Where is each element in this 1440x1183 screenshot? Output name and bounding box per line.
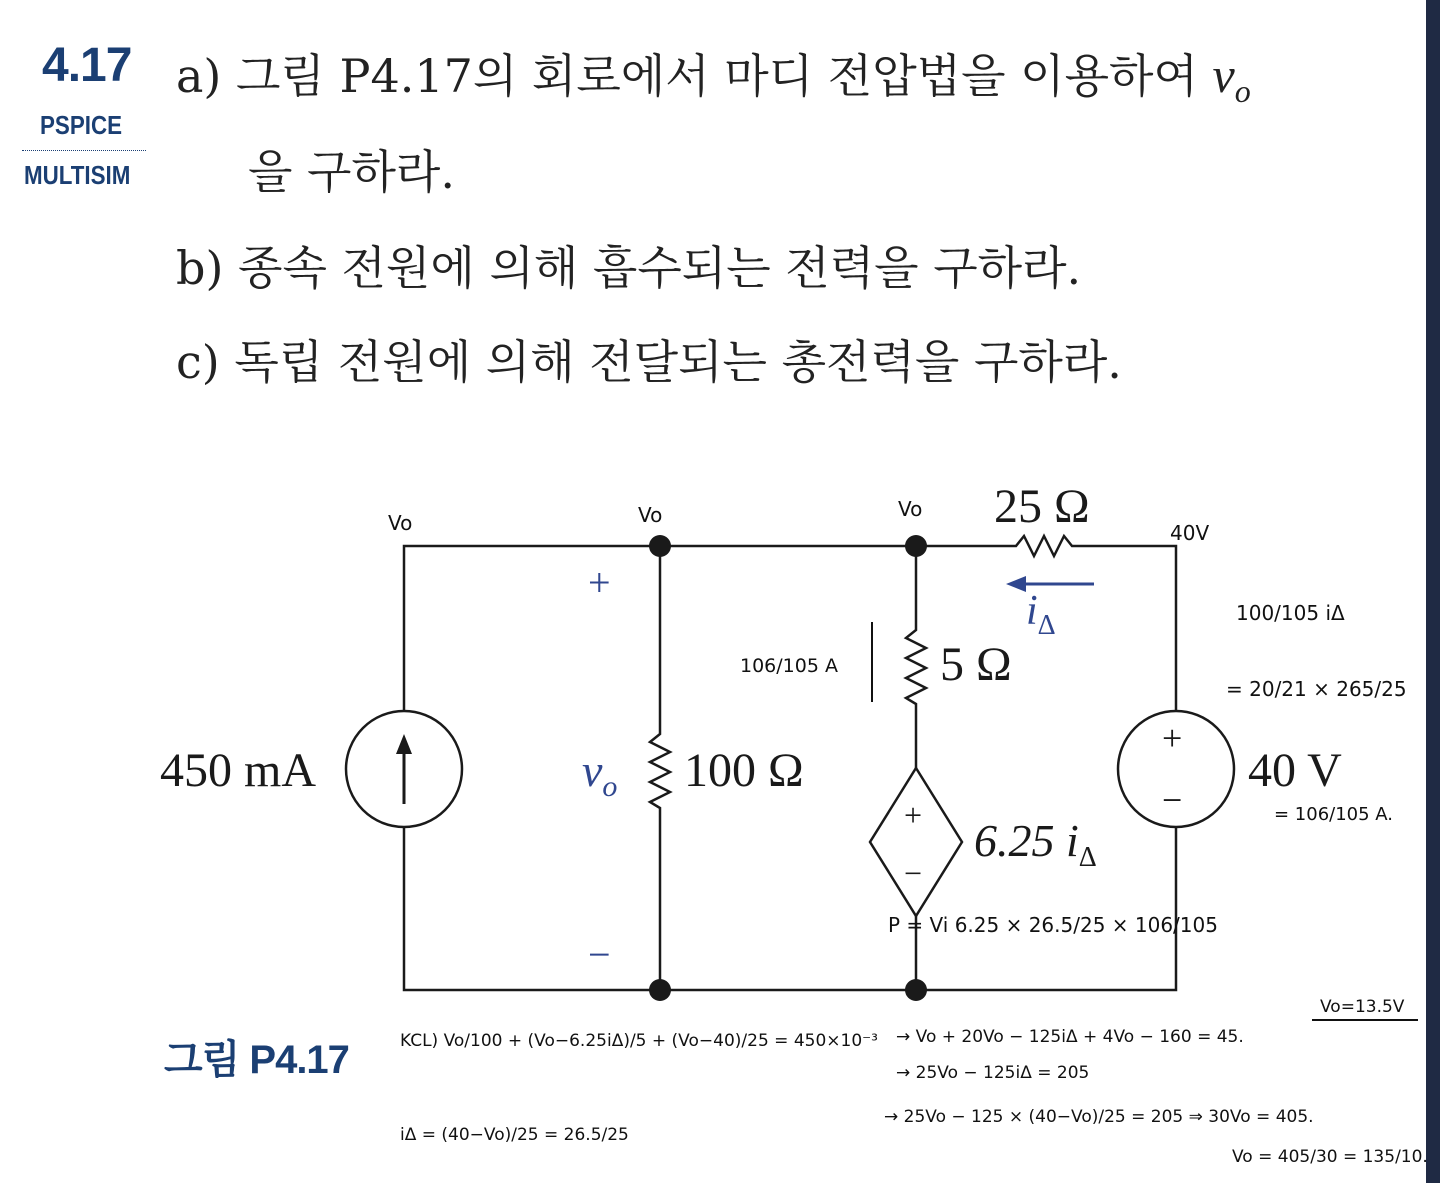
dep-plus: +: [904, 797, 923, 833]
i-delta-sub: Δ: [1037, 610, 1056, 641]
vo-label-sub: o: [602, 770, 618, 803]
hw-idelta: iΔ = (40−Vo)/25 = 26.5/25: [400, 1125, 629, 1145]
current-source-label: 450 mA: [160, 744, 316, 797]
problem-number: 4.17: [42, 39, 132, 92]
hw-node2: Vo: [638, 503, 663, 527]
question-a-cont: 을 구하라.: [248, 145, 455, 199]
hw-ratio2: = 20/21 × 265/25: [1226, 677, 1407, 701]
current-source: [346, 711, 462, 827]
hw-node3: Vo: [898, 497, 923, 521]
dependent-source: [870, 768, 962, 916]
hw-power: P = Vi 6.25 × 26.5/25 × 106/105: [888, 913, 1218, 937]
i-delta-arrow: [1006, 576, 1094, 592]
hw-result2: Vo = 405/30 = 135/10.: [1232, 1147, 1428, 1167]
question-a-text: a) 그림 P4.17의 회로에서 마디 전압법을 이용하여: [176, 49, 1213, 103]
hw-branch-current: 106/105 A: [740, 655, 838, 677]
tag-pspice: PSPICE: [40, 110, 123, 140]
hw-ratio3: = 106/105 A.: [1274, 804, 1394, 825]
hw-step1: → Vo + 20Vo − 125iΔ + 4Vo − 160 = 45.: [896, 1027, 1244, 1047]
hw-result1: Vo=13.5V: [1320, 997, 1405, 1017]
hw-node1: Vo: [388, 511, 413, 535]
r100-label: 100 Ω: [684, 744, 804, 797]
vo-label-v: v: [582, 745, 603, 796]
i-delta-label: [1026, 588, 1056, 641]
r25-label: 25 Ω: [994, 480, 1090, 533]
hw-step2: → 25Vo − 125iΔ = 205: [896, 1063, 1090, 1083]
dep-label-sub: Δ: [1078, 842, 1097, 873]
hw-step3: → 25Vo − 125 × (40−Vo)/25 = 205 ⇒ 30Vo = 405.: [884, 1107, 1314, 1127]
question-b: b) 종속 전원에 의해 흡수되는 전력을 구하라.: [176, 241, 1082, 295]
r5-label: 5 Ω: [940, 638, 1012, 691]
question-c: c) 독립 전원에 의해 전달되는 총전력을 구하라.: [176, 335, 1122, 389]
vs-plus: +: [1162, 718, 1183, 758]
dep-label-main: 6.25 i: [974, 815, 1079, 866]
hw-ratio1: 100/105 iΔ: [1236, 601, 1345, 625]
vo-minus: −: [588, 932, 611, 977]
voltage-source-label: 40 V: [1248, 744, 1342, 797]
vo-label: [582, 745, 617, 803]
figure-label: 그림 P4.17: [164, 1038, 349, 1082]
tag-multisim: MULTISIM: [24, 160, 131, 190]
dependent-source-label: [974, 815, 1097, 873]
hw-node4: 40V: [1170, 521, 1210, 545]
vo-subscript: o: [1234, 73, 1251, 110]
vo-plus: +: [588, 560, 611, 605]
vs-minus: −: [1162, 780, 1183, 820]
i-delta-i: i: [1026, 588, 1038, 634]
vo-symbol: v: [1212, 47, 1235, 103]
dep-minus: −: [904, 855, 923, 891]
hw-kcl: KCL) Vo/100 + (Vo−6.25iΔ)/5 + (Vo−40)/25 = 450×10⁻³: [400, 1031, 878, 1051]
